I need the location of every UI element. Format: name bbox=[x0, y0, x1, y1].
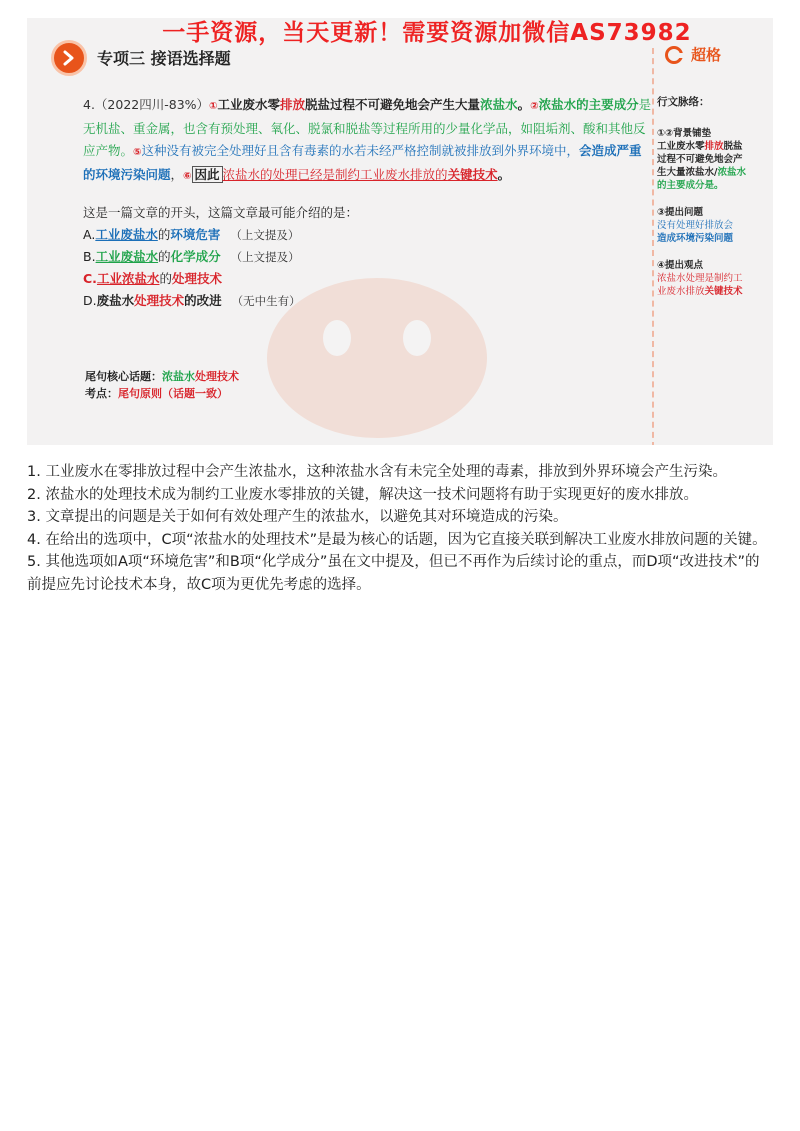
explanation-item: 5. 其他选项如A项“环境危害”和B项“化学成分”虽在文中提及，但已不再作为后续讨论的重点，而D项“改进技术”的前提应先讨论技术本身，故C项为更优先考虑的选择。 bbox=[27, 554, 760, 593]
question-number: 4.（2022四川-83%） bbox=[83, 97, 210, 112]
lesson-slide bbox=[27, 18, 773, 445]
watermark-text: 一手资源，当天更新！需要资源加微信AS73982 bbox=[162, 20, 692, 46]
brand-name: 超格 bbox=[691, 46, 722, 64]
outline-sidebar bbox=[657, 96, 769, 312]
explanation-item: 1. 工业废水在零排放过程中会产生浓盐水，这种浓盐水含有未完全处理的毒素，排放到外界环境会产生污染。 bbox=[27, 464, 727, 480]
core-topic-line: 尾句核心话题：浓盐水处理技术 bbox=[85, 370, 239, 383]
core-topic-box bbox=[85, 368, 239, 402]
exam-point-line: 考点：尾句原则（话题一致） bbox=[85, 387, 228, 400]
option-c: C.工业浓盐水的处理技术 bbox=[83, 271, 222, 286]
brand-g-icon bbox=[665, 46, 683, 64]
chevron-right-icon bbox=[51, 40, 87, 76]
section-title: 专项三 接语选择题 bbox=[97, 49, 231, 68]
option-d: D.废盐水处理技术的改进 （无中生有） bbox=[83, 293, 301, 308]
sidebar-section-background: ①②背景铺垫 工业废水零排放脱盐 过程不可避免地会产 生大量浓盐水/浓盐水 的主要成分是。 bbox=[657, 128, 746, 191]
explanation-item: 2. 浓盐水的处理技术成为制约工业废水零排放的关键，解决这一技术问题将有助于实现更好的废水排放。 bbox=[27, 486, 698, 503]
explanation-item: 4. 在给出的选项中，C项“浓盐水的处理技术”是最为核心的话题，因为它直接关联到解决工业废水排放问题的关键。 bbox=[27, 531, 767, 548]
question-passage: 4.（2022四川-83%）①工业废水零排放脱盐过程不可避免地会产生大量浓盐水。②浓盐水的主要成分是无机盐、重金属，也含有预处理、氧化、脱氯和脱盐等过程所用的少量化学品，如阻垢剂、酸和其他反应产物。⑤这种没有被完全处理好且含有毒素的水若未经严格控制就被排放到外界环境中，会造成严重的环境污染问题，⑥ 因此 浓盐水的处理已经是制约工业废水排放的关键技术。 bbox=[83, 97, 652, 182]
explanation-item: 3. 文章提出的问题是关于如何有效处理产生的浓盐水，以避免其对环境造成的污染。 bbox=[27, 509, 568, 525]
answer-options bbox=[83, 202, 358, 312]
option-b: B.工业废盐水的化学成分 （上文提及） bbox=[83, 249, 300, 264]
option-a: A.工业废盐水的环境危害 （上文提及） bbox=[83, 227, 300, 242]
sidebar-title: 行文脉络： bbox=[657, 96, 710, 108]
sidebar-section-problem: ③提出问题 没有处理好排放会 造成环境污染问题 bbox=[657, 207, 734, 244]
sidebar-section-viewpoint: ④提出观点 浓盐水处理是制约工 业废水排放关键技术 bbox=[657, 260, 743, 297]
explanation-list bbox=[27, 461, 773, 596]
question-stem: 这是一篇文章的开头，这篇文章最可能介绍的是： bbox=[83, 205, 359, 220]
